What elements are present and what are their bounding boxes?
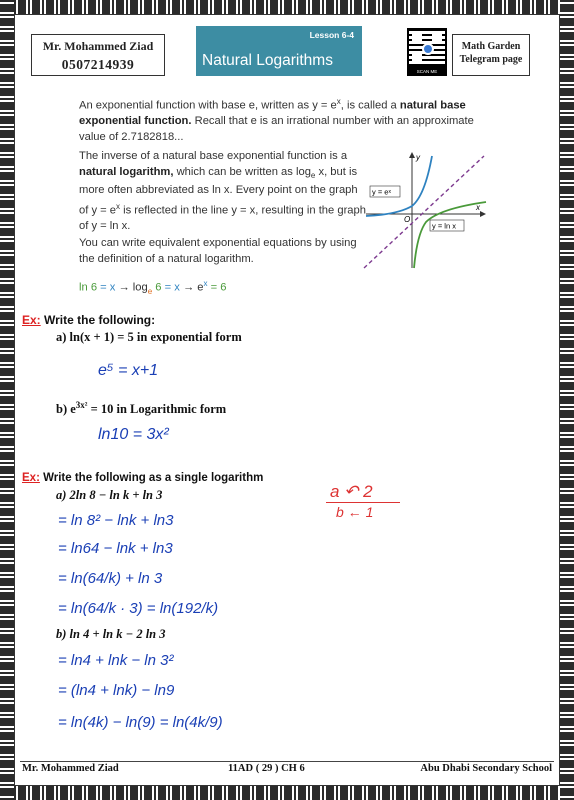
graph-x-label: x [476,203,480,212]
step-7: = ln(4k) − ln(9) = ln(4k/9) [58,714,223,731]
example1-answer-b: ln10 = 3x² [98,426,169,443]
footer-school: Abu Dhabi Secondary School [420,763,552,774]
example1-answer-a: e⁵ = x+1 [98,362,159,379]
example1-part-a: a) ln(x + 1) = 5 in exponential form [56,330,242,344]
paragraph-definition: An exponential function with base e, written as $y = e^x$, is called a natural base exponential function. Recall that e is an irrational number with an approximate value of 2.7182818... [79,97,474,143]
example2-part-b: b) ln 4 + ln k − 2 ln 3 [56,627,166,641]
decorative-border-right [560,0,574,800]
step-3: = ln(64/k) + ln 3 [58,570,163,587]
paragraph-equivalent: You can write equivalent exponential equations by using the definition of a natural logarithm. [79,237,357,265]
graph-origin-label: O [404,215,411,224]
paragraph-inverse: The inverse of a natural base exponential function is a natural logarithm, which can be written as $\log_e x$, but is more often abbreviated as ln x. Every point on the graph of $y = e^x$ is reflected in the line y = x, resulting in the graph of y = ln x. [79,150,366,232]
example2-part-a: a) 2ln 8 − ln k + ln 3 [56,488,163,502]
footer-course: 11AD ( 29 ) CH 6 [228,763,305,774]
decorative-border-bottom [0,786,574,800]
step-6: = (ln4 + lnk) − ln9 [58,682,175,699]
channel-line1: Math Garden [461,41,521,52]
channel-line2: Telegram page [459,54,523,65]
step-5: = ln4 + lnk − ln 3² [58,652,174,669]
decorative-border-left [0,0,14,800]
exp-log-graph [362,150,490,272]
teacher-phone: 0507214939 [61,57,135,72]
footer [20,763,554,777]
lesson-title: Natural Logarithms [202,52,333,69]
decorative-border-top [0,0,574,14]
example1-part-b: b) $e^{3x^2} = 10$ in Logarithmic form [56,400,227,417]
y-axis-arrow-icon [409,152,415,158]
step-1: = ln 8² − lnk + ln3 [58,512,174,529]
equation-example: $\ln 6 = x \to \log_e 6 = x \to e^x = 6$ [79,279,227,296]
graph-label-exp: y = eˣ [372,187,391,197]
example2-heading: Ex: Write the following as a single logarithm [22,472,264,484]
qr-code-icon[interactable] [407,28,447,68]
side-note-fraction-bar [326,502,400,503]
graph-y-label: y [416,153,420,162]
step-2: = ln64 − lnk + ln3 [58,540,173,557]
side-note-denominator: b ← 1 [336,504,374,520]
lesson-banner [196,26,362,76]
graph-label-ln: y = ln x [432,221,456,231]
channel-box [452,34,530,76]
qr-caption: SCAN ME [407,68,447,76]
lesson-number: Lesson 6-4 [309,30,354,40]
teacher-info-box [31,34,165,76]
side-note-numerator: a ↶ 2 [330,482,373,501]
line-y-equals-x [364,156,484,268]
footer-teacher: Mr. Mohammed Ziad [22,763,119,774]
step-4: = ln(64/k · 3) = ln(192/k) [58,600,219,617]
teacher-name: Mr. Mohammed Ziad [42,39,154,53]
x-axis-arrow-icon [480,211,486,217]
example1-heading: Ex: Write the following: [22,313,156,327]
footer-divider [20,761,554,762]
